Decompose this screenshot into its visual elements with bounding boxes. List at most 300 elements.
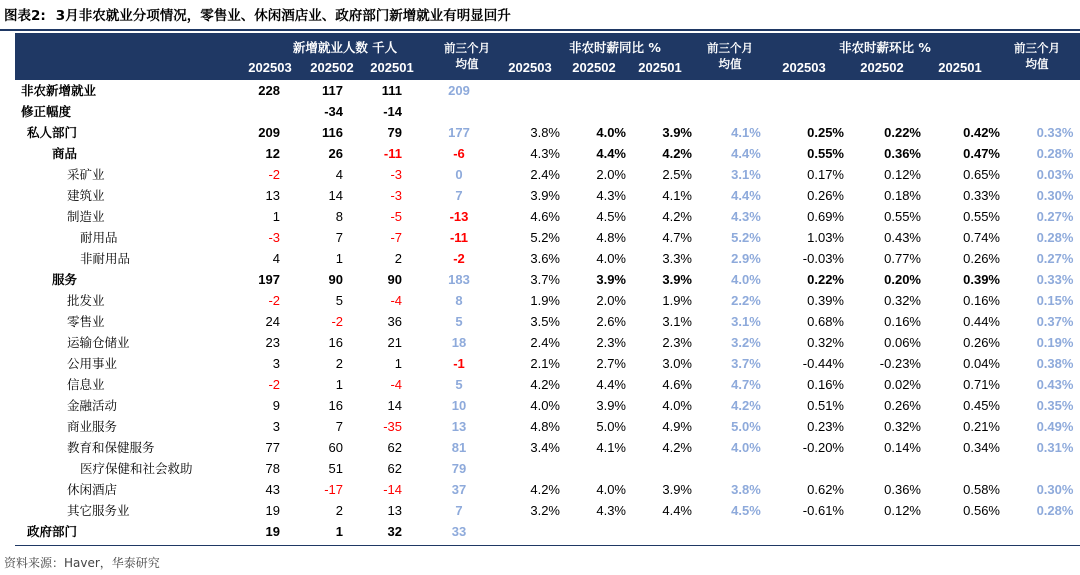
- header-month: 202501: [638, 60, 682, 75]
- yoy-value: 4.6%: [530, 209, 560, 224]
- jobs-value: -2: [268, 167, 280, 182]
- table-row: [15, 395, 1080, 416]
- row-label: 修正幅度: [21, 104, 72, 119]
- mom-value: 0.56%: [963, 503, 1000, 518]
- row-label: 采矿业: [67, 167, 105, 182]
- mom-value: 0.22%: [807, 272, 844, 287]
- table-row: [15, 353, 1080, 374]
- mom-value: [930, 521, 1000, 542]
- mom-avg-value: 0.30%: [1036, 482, 1074, 497]
- row-label: 运输仓储业: [67, 335, 130, 350]
- mom-value: 0.34%: [963, 440, 1000, 455]
- jobs-value: 77: [265, 440, 280, 455]
- yoy-value: 2.6%: [596, 314, 626, 329]
- row-label: 其它服务业: [67, 503, 130, 518]
- yoy-value: [500, 80, 560, 101]
- yoy-value: 3.5%: [530, 314, 560, 329]
- yoy-value: [500, 521, 560, 542]
- mom-value: -0.23%: [879, 356, 921, 371]
- jobs-value: 12: [265, 146, 280, 161]
- yoy-value: 4.0%: [596, 482, 626, 497]
- table-row: [15, 185, 1080, 206]
- jobs-value: 51: [328, 461, 343, 476]
- mom-value: [851, 80, 921, 101]
- table-row: [15, 332, 1080, 353]
- mom-value: 0.16%: [807, 377, 844, 392]
- mom-value: 0.47%: [963, 146, 1000, 161]
- mom-avg-value: 0.43%: [1036, 377, 1074, 392]
- jobs-avg-value: 10: [451, 398, 467, 413]
- table-row: [15, 458, 1080, 479]
- mom-value: 0.32%: [884, 419, 921, 434]
- table-row: [15, 416, 1080, 437]
- yoy-avg-value: 4.0%: [731, 272, 761, 287]
- title-divider: [0, 29, 1080, 31]
- yoy-value: 4.4%: [662, 503, 692, 518]
- jobs-value: -3: [390, 167, 402, 182]
- row-label: 政府部门: [27, 524, 78, 539]
- yoy-value: 3.1%: [662, 314, 692, 329]
- yoy-value: [632, 521, 692, 542]
- table-row: [15, 122, 1080, 143]
- jobs-avg-value: 177: [448, 125, 470, 140]
- yoy-value: 4.4%: [596, 377, 626, 392]
- mom-value: 0.16%: [884, 314, 921, 329]
- jobs-avg-value: 209: [448, 83, 470, 98]
- jobs-value: 13: [387, 503, 402, 518]
- header-avg-jobs: 前三个月 均值: [444, 41, 490, 71]
- yoy-value: 3.8%: [530, 125, 560, 140]
- mom-value: 0.04%: [963, 356, 1000, 371]
- yoy-value: 4.2%: [530, 482, 560, 497]
- mom-value: 0.69%: [807, 209, 844, 224]
- mom-value: 0.55%: [807, 146, 844, 161]
- header-month: 202503: [508, 60, 552, 75]
- header-month: 202501: [370, 60, 414, 75]
- jobs-value: -4: [390, 377, 402, 392]
- jobs-value: -5: [390, 209, 402, 224]
- jobs-value: 1: [272, 209, 280, 224]
- table-row: [15, 290, 1080, 311]
- mom-avg-value: 0.27%: [1036, 251, 1074, 266]
- yoy-avg-value: 4.0%: [731, 440, 761, 455]
- yoy-value: 4.3%: [596, 188, 626, 203]
- jobs-value: 79: [387, 125, 402, 140]
- mom-value: [774, 521, 844, 542]
- mom-value: [851, 101, 921, 122]
- header-group-jobs: 新增就业人数 千人: [292, 40, 398, 55]
- row-label: 零售业: [67, 314, 105, 329]
- jobs-value: 14: [328, 188, 343, 203]
- table-row: [15, 521, 1080, 542]
- table-bottom-rule: [15, 545, 1080, 546]
- jobs-value: 21: [387, 335, 402, 350]
- mom-value: 0.36%: [884, 146, 921, 161]
- jobs-value: 3: [272, 356, 280, 371]
- mom-value: -0.61%: [802, 503, 844, 518]
- jobs-value: -17: [324, 482, 343, 497]
- mom-value: 0.33%: [963, 188, 1000, 203]
- mom-value: [851, 521, 921, 542]
- jobs-value: -34: [324, 104, 343, 119]
- row-label: 公用事业: [67, 356, 118, 371]
- mom-avg-value: [1015, 458, 1080, 479]
- table-row: [15, 269, 1080, 290]
- mom-value: [774, 101, 844, 122]
- jobs-value: 7: [335, 230, 343, 245]
- jobs-avg-value: -6: [453, 146, 465, 161]
- mom-value: -0.44%: [802, 356, 844, 371]
- mom-value: 0.21%: [963, 419, 1000, 434]
- header-group-mom: 非农时薪环比 %: [839, 40, 931, 55]
- jobs-avg-value: -2: [453, 251, 465, 266]
- yoy-value: 4.2%: [662, 146, 692, 161]
- yoy-value: 4.8%: [596, 230, 626, 245]
- yoy-avg-value: 3.1%: [731, 167, 761, 182]
- yoy-value: 4.1%: [662, 188, 692, 203]
- table-row: [15, 206, 1080, 227]
- jobs-avg-value: 81: [451, 440, 467, 455]
- jobs-value: -14: [383, 104, 402, 119]
- jobs-avg-value: 79: [451, 461, 467, 476]
- jobs-value: -2: [331, 314, 343, 329]
- yoy-avg-value: 2.2%: [731, 293, 761, 308]
- source-note: [4, 554, 160, 571]
- yoy-value: 3.4%: [530, 440, 560, 455]
- table-row: [15, 164, 1080, 185]
- mom-avg-value: [1015, 80, 1080, 101]
- jobs-value: -3: [390, 188, 402, 203]
- mom-value: 0.17%: [807, 167, 844, 182]
- yoy-avg-value: 4.7%: [731, 377, 761, 392]
- yoy-avg-value: 4.3%: [731, 209, 761, 224]
- jobs-avg-value: 7: [455, 188, 463, 203]
- jobs-value: 36: [387, 314, 402, 329]
- yoy-value: 2.7%: [596, 356, 626, 371]
- jobs-value: 209: [258, 125, 280, 140]
- jobs-avg-value: 5: [455, 314, 463, 329]
- mom-value: 0.68%: [807, 314, 844, 329]
- row-label: 医疗保健和社会救助: [80, 461, 193, 476]
- mom-value: -0.20%: [802, 440, 844, 455]
- table-row: [15, 80, 1080, 101]
- yoy-value: 3.9%: [530, 188, 560, 203]
- mom-avg-value: 0.03%: [1036, 167, 1074, 182]
- table-row: [15, 101, 1080, 122]
- jobs-avg-value: 183: [448, 272, 470, 287]
- jobs-value: 2: [335, 356, 343, 371]
- jobs-avg-value: 18: [451, 335, 467, 350]
- mom-value: 0.32%: [884, 293, 921, 308]
- row-label: 建筑业: [67, 188, 105, 203]
- row-label: 商业服务: [67, 419, 118, 434]
- yoy-value: 3.9%: [662, 125, 692, 140]
- header-month: 202502: [310, 60, 354, 75]
- row-label: 耐用品: [80, 230, 118, 245]
- row-label: 金融活动: [67, 398, 118, 413]
- jobs-value: 16: [328, 335, 343, 350]
- yoy-value: 2.3%: [596, 335, 626, 350]
- mom-value: 0.36%: [884, 482, 921, 497]
- jobs-value: -2: [268, 377, 280, 392]
- yoy-value: 4.1%: [596, 440, 626, 455]
- mom-value: [774, 458, 844, 479]
- jobs-avg-value: -13: [449, 209, 469, 224]
- mom-value: [930, 80, 1000, 101]
- table-row: [15, 248, 1080, 269]
- figure-title: [4, 4, 511, 24]
- mom-value: 0.26%: [884, 398, 921, 413]
- yoy-value: 2.3%: [662, 335, 692, 350]
- row-label: 私人部门: [27, 125, 78, 140]
- jobs-value: 60: [328, 440, 343, 455]
- mom-avg-value: [1015, 101, 1080, 122]
- jobs-avg-value: 7: [455, 503, 463, 518]
- yoy-avg-value: 5.0%: [731, 419, 761, 434]
- yoy-value: 4.0%: [662, 398, 692, 413]
- mom-avg-value: 0.27%: [1036, 209, 1074, 224]
- jobs-value: 24: [265, 314, 280, 329]
- jobs-value: 43: [265, 482, 280, 497]
- jobs-value: 4: [272, 251, 280, 266]
- mom-value: 0.43%: [884, 230, 921, 245]
- jobs-avg-value: -1: [453, 356, 465, 371]
- mom-value: 0.18%: [884, 188, 921, 203]
- jobs-value: 78: [265, 461, 280, 476]
- mom-value: 0.32%: [807, 335, 844, 350]
- mom-avg-value: 0.38%: [1036, 356, 1074, 371]
- yoy-value: 3.2%: [530, 503, 560, 518]
- jobs-value: 19: [265, 503, 280, 518]
- jobs-value: 62: [387, 440, 402, 455]
- mom-avg-value: 0.33%: [1036, 272, 1074, 287]
- mom-value: [774, 80, 844, 101]
- mom-value: 0.39%: [807, 293, 844, 308]
- yoy-value: [566, 458, 626, 479]
- yoy-value: 2.0%: [596, 167, 626, 182]
- jobs-avg-value: 13: [451, 419, 467, 434]
- jobs-value: -11: [383, 146, 402, 161]
- mom-value: 0.26%: [963, 335, 1000, 350]
- mom-value: 0.39%: [963, 272, 1000, 287]
- mom-value: 1.03%: [807, 230, 844, 245]
- mom-value: 0.14%: [884, 440, 921, 455]
- header-month: 202501: [938, 60, 982, 75]
- mom-avg-value: 0.28%: [1036, 230, 1074, 245]
- yoy-value: 5.0%: [596, 419, 626, 434]
- row-label: 休闲酒店: [67, 482, 118, 497]
- mom-avg-value: 0.37%: [1036, 314, 1074, 329]
- jobs-value: 4: [335, 167, 343, 182]
- yoy-value: 4.6%: [662, 377, 692, 392]
- yoy-value: 2.5%: [662, 167, 692, 182]
- yoy-value: 2.0%: [596, 293, 626, 308]
- yoy-value: 4.0%: [530, 398, 560, 413]
- mom-value: 0.26%: [807, 188, 844, 203]
- yoy-value: [500, 101, 560, 122]
- table-row: [15, 479, 1080, 500]
- yoy-value: 4.0%: [596, 125, 626, 140]
- jobs-value: 116: [322, 125, 343, 140]
- yoy-value: 4.2%: [530, 377, 560, 392]
- jobs-value: 2: [335, 503, 343, 518]
- jobs-value: [220, 101, 280, 122]
- mom-value: 0.65%: [963, 167, 1000, 182]
- header-avg-yoy: 前三个月 均值: [707, 41, 753, 71]
- mom-avg-value: 0.28%: [1036, 146, 1074, 161]
- mom-avg-value: 0.49%: [1036, 419, 1074, 434]
- jobs-value: 13: [265, 188, 280, 203]
- header-group-yoy: 非农时薪同比 %: [569, 40, 661, 55]
- jobs-avg-value: [419, 101, 499, 122]
- row-label: 信息业: [67, 377, 105, 392]
- yoy-value: [566, 101, 626, 122]
- mom-value: [851, 458, 921, 479]
- yoy-value: [632, 80, 692, 101]
- jobs-avg-value: 37: [451, 482, 467, 497]
- figure-title-text: 3月非农就业分项情况，零售业、休闲酒店业、政府部门新增就业有明显回升: [55, 8, 511, 24]
- yoy-value: 4.4%: [596, 146, 626, 161]
- source-label: 资料来源：: [4, 556, 65, 570]
- mom-value: 0.58%: [963, 482, 1000, 497]
- yoy-avg-value: 3.8%: [731, 482, 761, 497]
- mom-value: 0.74%: [963, 230, 1000, 245]
- mom-value: 0.06%: [884, 335, 921, 350]
- row-label: 非农新增就业: [21, 83, 97, 98]
- yoy-avg-value: 4.2%: [731, 398, 761, 413]
- yoy-value: 4.3%: [530, 146, 560, 161]
- table-row: [15, 311, 1080, 332]
- yoy-avg-value: 4.1%: [731, 125, 761, 140]
- jobs-value: -3: [268, 230, 280, 245]
- jobs-value: 19: [265, 524, 280, 539]
- mom-value: 0.02%: [884, 377, 921, 392]
- header-month: 202503: [782, 60, 826, 75]
- jobs-value: 32: [387, 524, 402, 539]
- yoy-avg-value: 4.5%: [731, 503, 761, 518]
- mom-value: 0.42%: [963, 125, 1000, 140]
- jobs-value: -14: [383, 482, 402, 497]
- source-text: Haver，华泰研究: [64, 556, 160, 570]
- mom-avg-value: [1015, 521, 1080, 542]
- figure-title-prefix: 图表2:: [4, 8, 46, 24]
- jobs-value: 8: [335, 209, 343, 224]
- mom-value: 0.51%: [807, 398, 844, 413]
- yoy-value: 3.6%: [530, 251, 560, 266]
- jobs-value: 9: [272, 398, 280, 413]
- yoy-value: [632, 458, 692, 479]
- mom-value: 0.23%: [807, 419, 844, 434]
- mom-avg-value: 0.19%: [1036, 335, 1074, 350]
- yoy-value: 2.1%: [530, 356, 560, 371]
- mom-value: 0.45%: [963, 398, 1000, 413]
- yoy-value: 4.3%: [596, 503, 626, 518]
- yoy-value: 4.5%: [596, 209, 626, 224]
- yoy-value: 4.7%: [662, 230, 692, 245]
- yoy-value: 3.3%: [662, 251, 692, 266]
- jobs-avg-value: -11: [449, 230, 469, 245]
- mom-avg-value: 0.15%: [1036, 293, 1074, 308]
- jobs-value: 111: [381, 83, 402, 98]
- table-row: [15, 500, 1080, 521]
- jobs-value: 3: [272, 419, 280, 434]
- mom-value: 0.25%: [807, 125, 844, 140]
- yoy-value: [566, 521, 626, 542]
- mom-value: 0.16%: [963, 293, 1000, 308]
- mom-avg-value: 0.31%: [1036, 440, 1074, 455]
- jobs-value: 5: [335, 293, 343, 308]
- mom-value: 0.55%: [884, 209, 921, 224]
- yoy-value: 5.2%: [530, 230, 560, 245]
- row-label: 制造业: [67, 209, 105, 224]
- jobs-value: 1: [335, 377, 343, 392]
- header-month: 202502: [572, 60, 616, 75]
- table-row: [15, 227, 1080, 248]
- jobs-value: 7: [335, 419, 343, 434]
- row-label: 服务: [52, 272, 78, 287]
- jobs-value: 62: [387, 461, 402, 476]
- yoy-value: 4.2%: [662, 440, 692, 455]
- yoy-value: 2.4%: [530, 167, 560, 182]
- yoy-value: 4.2%: [662, 209, 692, 224]
- mom-value: 0.77%: [884, 251, 921, 266]
- mom-avg-value: 0.35%: [1036, 398, 1074, 413]
- mom-value: 0.71%: [963, 377, 1000, 392]
- row-label: 教育和保健服务: [67, 440, 155, 455]
- yoy-value: 2.4%: [530, 335, 560, 350]
- jobs-value: 2: [394, 251, 402, 266]
- table-row: [15, 143, 1080, 164]
- jobs-value: -35: [383, 419, 402, 434]
- yoy-value: 1.9%: [662, 293, 692, 308]
- jobs-value: 90: [387, 272, 402, 287]
- jobs-avg-value: 33: [451, 524, 467, 539]
- yoy-avg-value: 4.4%: [731, 146, 761, 161]
- row-label: 商品: [52, 146, 78, 161]
- mom-value: 0.26%: [963, 251, 1000, 266]
- mom-value: 0.20%: [884, 272, 921, 287]
- mom-value: -0.03%: [802, 251, 844, 266]
- jobs-value: 16: [328, 398, 343, 413]
- row-label: 非耐用品: [80, 251, 131, 266]
- yoy-value: [632, 101, 692, 122]
- yoy-value: 4.9%: [662, 419, 692, 434]
- jobs-value: 90: [328, 272, 343, 287]
- yoy-value: 3.9%: [662, 272, 692, 287]
- mom-avg-value: 0.30%: [1036, 188, 1074, 203]
- jobs-value: 1: [394, 356, 402, 371]
- jobs-value: -2: [268, 293, 280, 308]
- yoy-value: 3.9%: [596, 272, 626, 287]
- mom-value: 0.12%: [884, 503, 921, 518]
- mom-value: 0.22%: [884, 125, 921, 140]
- yoy-value: 3.9%: [662, 482, 692, 497]
- jobs-value: 23: [265, 335, 280, 350]
- yoy-value: 3.7%: [530, 272, 560, 287]
- jobs-avg-value: 5: [455, 377, 463, 392]
- yoy-value: 3.9%: [596, 398, 626, 413]
- jobs-value: 26: [328, 146, 343, 161]
- header-avg-mom: 前三个月 均值: [1014, 41, 1060, 71]
- yoy-avg-value: 3.1%: [731, 314, 761, 329]
- yoy-avg-value: 4.4%: [731, 188, 761, 203]
- mom-avg-value: 0.33%: [1036, 125, 1074, 140]
- mom-value: 0.55%: [963, 209, 1000, 224]
- mom-value: 0.44%: [963, 314, 1000, 329]
- jobs-avg-value: 8: [455, 293, 463, 308]
- jobs-value: 14: [387, 398, 402, 413]
- mom-value: [930, 101, 1000, 122]
